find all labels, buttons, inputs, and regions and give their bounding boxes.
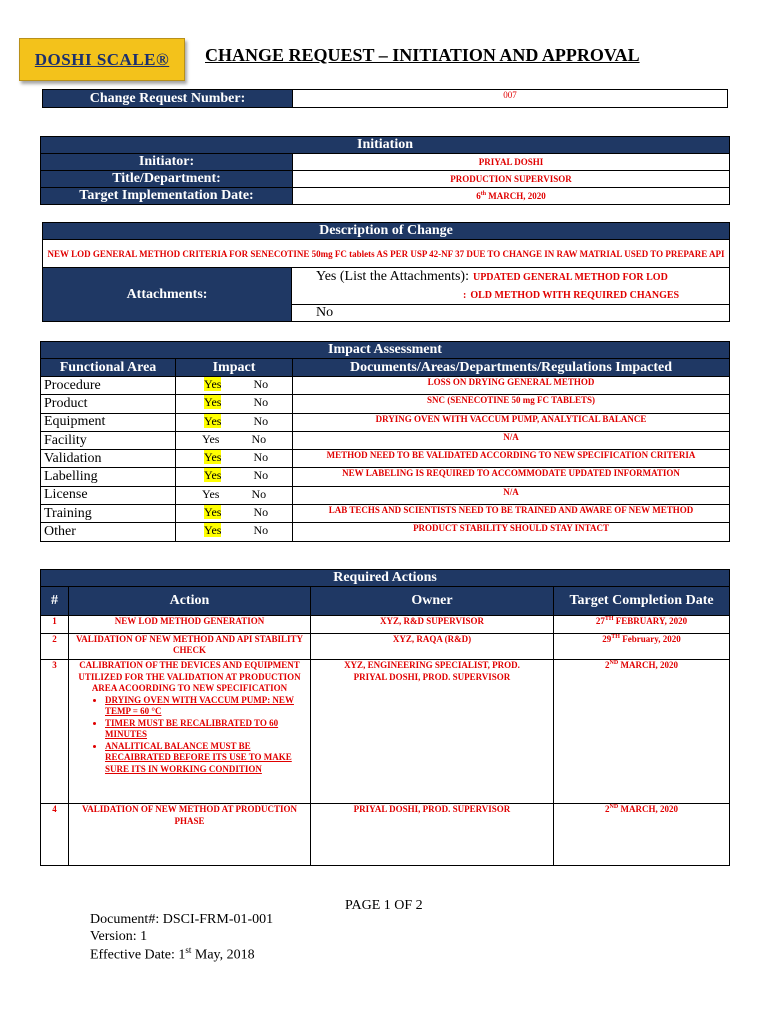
effective-date: Effective Date: 1st May, 2018: [90, 945, 255, 963]
attachment-item: UPDATED GENERAL METHOD FOR LOD: [472, 272, 668, 283]
attachments-label: Attachments:: [43, 268, 292, 322]
table-row: [41, 468, 730, 486]
initiation-table: [40, 136, 730, 205]
action-num: 4: [41, 804, 69, 866]
impact-title: Impact Assessment: [41, 342, 730, 359]
functional-area: Other: [41, 523, 176, 541]
impacted-docs: PRODUCT STABILITY SHOULD STAY INTACT: [293, 523, 730, 541]
table-row: [41, 450, 730, 468]
description-title: Description of Change: [43, 223, 730, 240]
table-row: [41, 486, 730, 504]
action-bullet: • TIMER MUST BE RECALIBRATED TO 60 MINUTES: [105, 718, 310, 741]
impact-table: [40, 341, 730, 542]
functional-area: Procedure: [41, 377, 176, 395]
impacted-docs: N/A: [293, 486, 730, 504]
impact-col-impact: Impact: [176, 359, 293, 377]
impact-no: No: [251, 431, 267, 446]
impact-cell: [176, 468, 293, 486]
target-date-label: Target Implementation Date:: [41, 188, 293, 205]
impacted-docs: LAB TECHS AND SCIENTISTS NEED TO BE TRAINED AND AWARE OF NEW METHOD: [293, 505, 730, 523]
impact-col-docs: Documents/Areas/Departments/Regulations Impacted: [293, 359, 730, 377]
description-text: NEW LOD GENERAL METHOD CRITERIA FOR SENECOTINE 50mg FC tablets AS PER USP 42-NF 37 DUE TO CHANGE IN RAW MATRIAL USED TO PREPARE API: [43, 240, 730, 268]
impact-cell: [176, 505, 293, 523]
impacted-docs: NEW LABELING IS REQUIRED TO ACCOMMODATE UPDATED INFORMATION: [293, 468, 730, 486]
action-text: CALIBRATION OF THE DEVICES AND EQUIPMENT UTILIZED FOR THE VALIDATION AT PRODUCTION AREA ACOORDING TO NEW SPECIFICATION: [78, 660, 301, 693]
functional-area: License: [41, 486, 176, 504]
action-cell: [69, 660, 311, 804]
impact-yes: Yes: [204, 468, 222, 483]
impacted-docs: N/A: [293, 431, 730, 449]
logo-text: DOSHI SCALE®: [34, 49, 170, 69]
table-row: [41, 377, 730, 395]
action-owner: XYZ, R&D SUPERVISOR: [311, 616, 554, 634]
impact-no: No: [253, 377, 269, 391]
action-date: 27TH FEBRUARY, 2020: [554, 616, 730, 634]
impact-cell: [176, 486, 293, 504]
company-logo: [19, 38, 185, 81]
document-version: Version: 1: [90, 929, 148, 944]
change-request-label: Change Request Number:: [43, 90, 293, 108]
initiator-label: Initiator:: [41, 154, 293, 171]
action-text: VALIDATION OF NEW METHOD AT PRODUCTION PHASE: [69, 804, 311, 866]
department-value: PRODUCTION SUPERVISOR: [293, 171, 730, 188]
change-request-table: [42, 89, 728, 108]
impact-col-area: Functional Area: [41, 359, 176, 377]
actions-col-action: Action: [69, 587, 311, 616]
actions-title: Required Actions: [41, 570, 730, 587]
impact-yes: Yes: [204, 505, 222, 520]
page-number: PAGE 1 OF 2: [345, 898, 423, 913]
impact-no: No: [253, 505, 269, 520]
action-owner: PRIYAL DOSHI, PROD. SUPERVISOR: [311, 804, 554, 866]
impacted-docs: SNC (SENECOTINE 50 mg FC TABLETS): [293, 395, 730, 413]
attachments-no-label: No: [292, 305, 730, 322]
functional-area: Training: [41, 505, 176, 523]
impact-cell: [176, 377, 293, 395]
attachment-item: OLD METHOD WITH REQUIRED CHANGES: [470, 290, 680, 301]
table-row: [41, 616, 730, 634]
impact-cell: [176, 523, 293, 541]
impact-no: No: [251, 486, 267, 501]
table-row: [41, 523, 730, 541]
functional-area: Equipment: [41, 413, 176, 431]
functional-area: Labelling: [41, 468, 176, 486]
impact-cell: [176, 413, 293, 431]
actions-col-date: Target Completion Date: [554, 587, 730, 616]
table-row: [41, 395, 730, 413]
change-request-number: 007: [293, 90, 728, 108]
action-date: 29TH February, 2020: [554, 634, 730, 660]
functional-area: Validation: [41, 450, 176, 468]
action-date: 2ND MARCH, 2020: [554, 804, 730, 866]
functional-area: Product: [41, 395, 176, 413]
action-bullets: [69, 695, 310, 776]
attachments-cell: [292, 268, 730, 305]
action-owner: XYZ, ENGINEERING SPECIALIST, PROD. PRIYAL DOSHI, PROD. SUPERVISOR: [311, 660, 554, 804]
actions-col-owner: Owner: [311, 587, 554, 616]
impact-yes: Yes: [204, 450, 222, 465]
functional-area: Facility: [41, 431, 176, 449]
impacted-docs: METHOD NEED TO BE VALIDATED ACCORDING TO NEW SPECIFICATION CRITERIA: [293, 450, 730, 468]
impact-yes: Yes: [204, 523, 222, 538]
action-date: 2ND MARCH, 2020: [554, 660, 730, 804]
initiator-value: PRIYAL DOSHI: [293, 154, 730, 171]
page-title: CHANGE REQUEST – INITIATION AND APPROVAL: [205, 45, 640, 65]
action-text: VALIDATION OF NEW METHOD AND API STABILITY CHECK: [69, 634, 311, 660]
department-label: Title/Department:: [41, 171, 293, 188]
document-number: Document#: DSCI-FRM-01-001: [90, 912, 274, 927]
table-row: [41, 413, 730, 431]
table-row: [41, 804, 730, 866]
action-num: 3: [41, 660, 69, 804]
impact-no: No: [253, 395, 269, 410]
impact-cell: [176, 450, 293, 468]
table-row: [41, 660, 730, 804]
action-bullet: • DRYING OVEN WITH VACCUM PUMP: NEW TEMP = 60 °C: [105, 695, 310, 718]
table-row: [41, 634, 730, 660]
description-table: [42, 222, 730, 322]
impact-yes: Yes: [202, 431, 220, 446]
actions-table: [40, 569, 730, 866]
impact-no: No: [253, 413, 269, 428]
table-row: [41, 505, 730, 523]
impact-yes: Yes: [204, 377, 222, 391]
action-text: NEW LOD METHOD GENERATION: [69, 616, 311, 634]
attachment-prefix: :: [463, 290, 467, 301]
attachments-yes-label: Yes (List the Attachments):: [316, 269, 469, 284]
impacted-docs: DRYING OVEN WITH VACCUM PUMP, ANALYTICAL BALANCE: [293, 413, 730, 431]
impact-no: No: [253, 468, 269, 483]
impact-yes: Yes: [202, 486, 220, 501]
impact-no: No: [253, 450, 269, 465]
actions-col-num: #: [41, 587, 69, 616]
action-owner: XYZ, RAQA (R&D): [311, 634, 554, 660]
action-num: 1: [41, 616, 69, 634]
impact-yes: Yes: [204, 413, 222, 428]
initiation-title: Initiation: [41, 137, 730, 154]
impacted-docs: LOSS ON DRYING GENERAL METHOD: [293, 377, 730, 395]
action-num: 2: [41, 634, 69, 660]
impact-cell: [176, 395, 293, 413]
impact-no: No: [253, 523, 269, 538]
action-bullet: • ANALITICAL BALANCE MUST BE RECAIBRATED BEFORE ITS USE TO MAKE SURE ITS IN WORKING CONDITION: [105, 741, 310, 776]
target-date-value: 6th MARCH, 2020: [293, 188, 730, 205]
impact-cell: [176, 431, 293, 449]
table-row: [41, 431, 730, 449]
impact-yes: Yes: [204, 395, 222, 410]
